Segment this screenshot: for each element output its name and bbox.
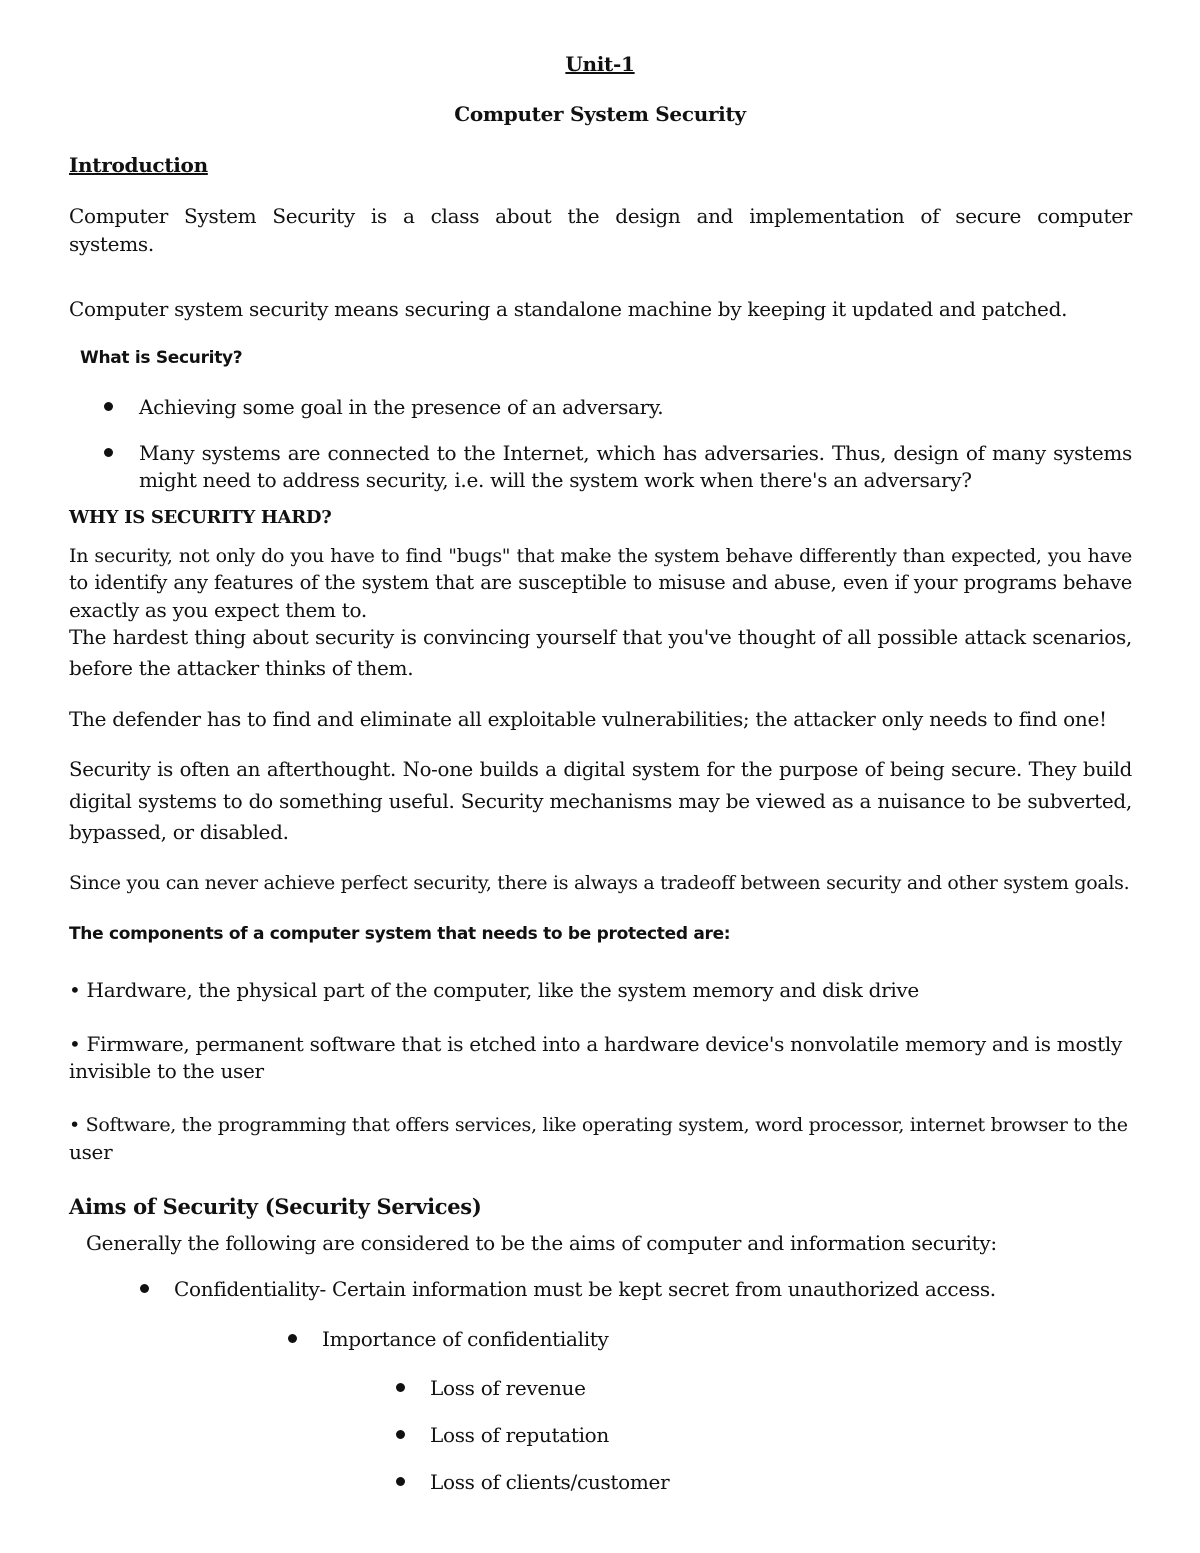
introduction-heading: Introduction: [69, 153, 208, 177]
bullet-icon: [396, 1477, 405, 1486]
why-paragraph-2-line-2: before the attacker thinks of them.: [69, 656, 414, 680]
component-software-line-2: user: [69, 1140, 113, 1164]
bullet-icon: [396, 1383, 405, 1392]
document-title: Computer System Security: [454, 102, 746, 126]
loss-item-reputation: Loss of reputation: [430, 1423, 610, 1447]
why-paragraph-3: The defender has to find and eliminate all exploitable vulnerabilities; the attacker only needs to find one!: [69, 707, 1107, 731]
bullet-icon: [288, 1334, 297, 1343]
bullet-icon: [140, 1284, 149, 1293]
why-paragraph-1-line-2: to identify any features of the system that are susceptible to misuse and abuse, even if your programs behave: [69, 571, 1132, 594]
what-bullet-2-line-1: Many systems are connected to the Internet, which has adversaries. Thus, design of many systems: [139, 441, 1132, 465]
unit-heading: Unit-1: [565, 52, 635, 76]
bullet-icon: [104, 448, 113, 457]
component-software-line-1: • Software, the programming that offers services, like operating system, word processor, internet browser to the: [69, 1114, 1128, 1136]
why-paragraph-1-line-3: exactly as you expect them to.: [69, 598, 367, 622]
intro-paragraph-line-2: systems.: [69, 232, 154, 256]
what-bullet-2-line-2: might need to address security, i.e. will the system work when there's an adversary?: [139, 468, 972, 492]
why-paragraph-4-line-2: digital systems to do something useful. Security mechanisms may be viewed as a nuisance to be subverted,: [69, 789, 1132, 813]
intro-paragraph-line-1: Computer System Security is a class about the design and implementation of secure computer: [69, 204, 1132, 228]
aims-intro: Generally the following are considered to be the aims of computer and information security:: [86, 1231, 997, 1255]
why-security-hard-heading: WHY IS SECURITY HARD?: [69, 507, 332, 528]
what-bullet-1: Achieving some goal in the presence of an adversary.: [139, 395, 664, 419]
intro-paragraph-2: Computer system security means securing a standalone machine by keeping it updated and patched.: [69, 297, 1068, 321]
why-paragraph-5: Since you can never achieve perfect security, there is always a tradeoff between security and other system goals.: [69, 872, 1130, 894]
bullet-icon: [104, 402, 113, 411]
bullet-icon: [396, 1430, 405, 1439]
aims-heading: Aims of Security (Security Services): [69, 1194, 482, 1219]
component-firmware-line-2: invisible to the user: [69, 1059, 264, 1083]
component-firmware-line-1: • Firmware, permanent software that is etched into a hardware device's nonvolatile memory and is mostly: [69, 1032, 1122, 1056]
aims-bullet-confidentiality: Confidentiality- Certain information must be kept secret from unauthorized access.: [174, 1277, 996, 1301]
importance-of-confidentiality: Importance of confidentiality: [322, 1327, 609, 1351]
component-hardware: • Hardware, the physical part of the computer, like the system memory and disk drive: [69, 978, 919, 1002]
loss-item-revenue: Loss of revenue: [430, 1376, 586, 1400]
why-paragraph-1-line-1: In security, not only do you have to find "bugs" that make the system behave differently than expected, you have: [69, 545, 1132, 567]
components-heading: The components of a computer system that needs to be protected are:: [69, 924, 731, 944]
why-paragraph-2-line-1: The hardest thing about security is convincing yourself that you've thought of all possible attack scenarios,: [69, 625, 1132, 649]
why-paragraph-4-line-3: bypassed, or disabled.: [69, 820, 289, 844]
why-paragraph-4-line-1: Security is often an afterthought. No-one builds a digital system for the purpose of being secure. They build: [69, 758, 1132, 781]
loss-item-clients: Loss of clients/customer: [430, 1470, 670, 1494]
what-is-security-heading: What is Security?: [80, 348, 243, 368]
